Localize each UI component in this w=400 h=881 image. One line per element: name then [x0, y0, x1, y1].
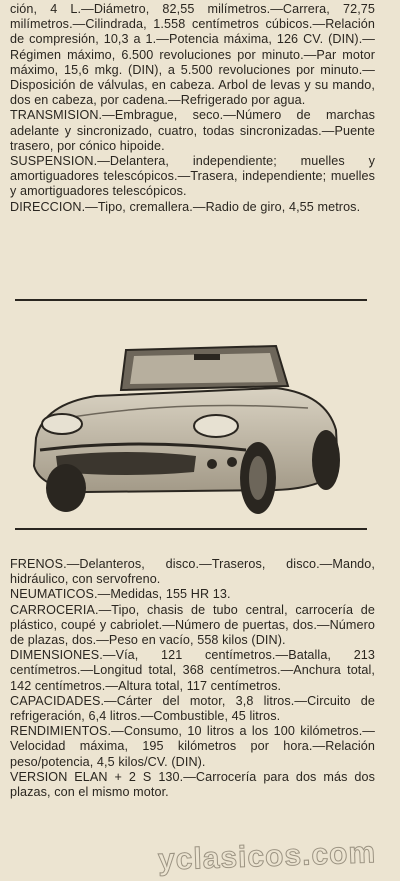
spec-text: —Tipo, chasis de tubo central, carrocería de plástico, coupé y cabriolet.—Número de puertas, dos.—Número de plazas, dos.—Peso en vacío, 558 kilos (DIN). [10, 602, 375, 648]
spec-column-top [10, 2, 375, 215]
spec-text: —Delanteros, disco.—Traseros, disco.—Mando, hidráulico, con servofreno. [10, 557, 375, 587]
car-photo [26, 338, 346, 518]
spec-heading: DIRECCION. [10, 199, 86, 214]
spec-dimensiones [10, 648, 375, 694]
spec-suspension [10, 154, 375, 200]
divider-rule [15, 528, 367, 530]
spec-rendimientos [10, 724, 375, 770]
spec-column-bottom [10, 557, 375, 800]
spec-text: —Carrocería para dos más dos plazas, con el mismo motor. [10, 769, 375, 800]
spec-heading: FRENOS. [10, 557, 67, 571]
spec-text: —Medidas, 155 HR 13. [97, 587, 231, 602]
spec-heading: CARROCERIA. [10, 602, 99, 617]
spec-heading: CAPACIDADES. [10, 693, 105, 708]
watermark: yclasicos.com [157, 836, 377, 877]
spec-text: —Embrague, seco.—Número de marchas adelante y sincronizado, cuatro, todas sincronizadas.—Puente trasero, por cónico hipoide. [10, 108, 375, 153]
divider-rule [15, 299, 367, 301]
spec-frenos [10, 557, 375, 587]
spec-heading: TRANSMISION. [10, 108, 103, 123]
spec-heading: RENDIMIENTOS. [10, 724, 112, 739]
spec-text: —Delantera, independiente; muelles y amortiguadores telescópicos.—Trasera, independiente; muelles y amortiguadores telescópicos. [10, 154, 375, 199]
spec-heading: DIMENSIONES. [10, 648, 103, 663]
spec-text: —Vía, 121 centímetros.—Batalla, 213 centímetros.—Longitud total, 368 centímetros.—Anchura total, 142 centímetros.—Altura total, 117 centímetros. [10, 648, 375, 693]
spec-heading: VERSION ELAN + 2 S 130. [10, 769, 184, 784]
spec-text: ción, 4 L.—Diámetro, 82,55 milímetros.—Carrera, 72,75 milímetros.—Cilindrada, 1.558 centímetros cúbicos.—Relación de compresión, 10,3 a 1.—Potencia máxima, 126 CV. (DIN).—Régimen máximo, 6.500 revoluciones por minuto.—Par motor máximo, 15,6 mkg. (DIN), a 5.500 revoluciones por minuto.—Disposición de válvulas, en cabeza. Arbol de levas y su mando, dos en cabeza, por cadena.—Refrigerado por agua. [10, 2, 375, 108]
spec-carroceria [10, 603, 375, 649]
spec-heading: NEUMATICOS. [10, 587, 98, 602]
spec-capacidades [10, 694, 375, 724]
spec-direccion [10, 200, 375, 215]
spec-text: —Tipo, cremallera.—Radio de giro, 4,55 metros. [85, 199, 361, 214]
spec-text: —Consumo, 10 litros a los 100 kilómetros.—Velocidad máxima, 195 kilómetros por hora.—Relación peso/potencia, 4,5 kilos/CV. (DIN). [10, 724, 375, 769]
spec-neumaticos [10, 587, 375, 602]
spec-text: —Cárter del motor, 3,8 litros.—Circuito de refrigeración, 6,4 litros.—Combustible, 45 litros. [10, 693, 375, 724]
spec-transmision [10, 108, 375, 154]
spec-heading: SUSPENSION. [10, 154, 98, 169]
spec-engine-continuation [10, 2, 375, 108]
spec-version [10, 770, 375, 800]
